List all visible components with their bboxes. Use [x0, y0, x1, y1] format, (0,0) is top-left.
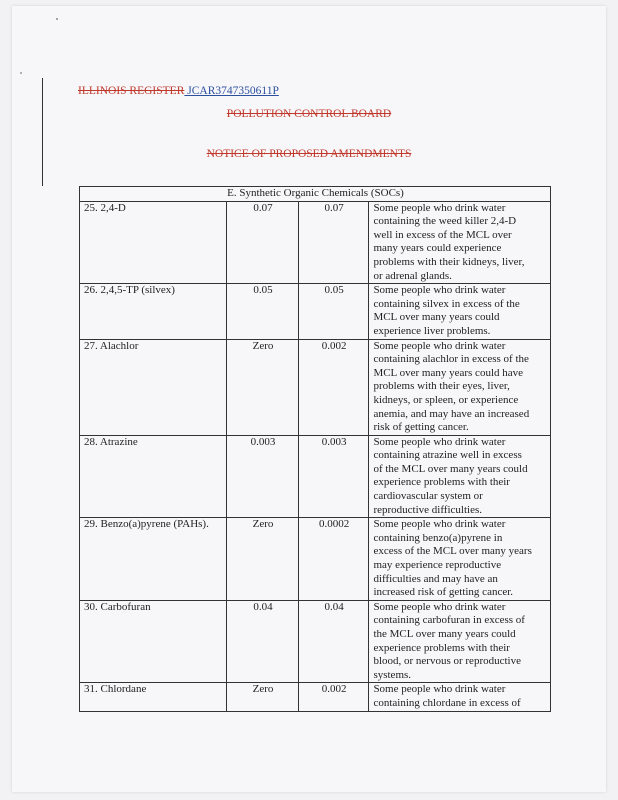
health-effects-line: MCL over many years could — [373, 311, 500, 324]
health-effects-line: problems with their eyes, liver, — [373, 380, 510, 393]
health-effects-line: MCL over many years could have — [373, 366, 524, 379]
health-effects-line: containing chlordane in excess of — [373, 696, 521, 709]
health-effects-line: containing silvex in excess of the — [373, 297, 520, 310]
scan-speck — [20, 72, 22, 74]
contaminant-cell: 25. 2,4-D — [80, 201, 227, 284]
mclg-cell: Zero — [227, 683, 299, 711]
mcl-cell: 0.003 — [298, 435, 369, 518]
health-effects-line: containing the weed killer 2,4-D — [373, 215, 517, 228]
contaminant-cell: 26. 2,4,5-TP (silvex) — [80, 284, 227, 339]
health-effects-line: blood, or nervous or reproductive — [373, 655, 521, 668]
health-effects-cell — [369, 600, 551, 683]
health-effects-line: of the MCL over many years could — [373, 462, 528, 475]
health-effects-line: many years could experience — [373, 242, 502, 255]
mcl-cell: 0.04 — [298, 600, 369, 683]
mcl-cell: 0.05 — [298, 284, 369, 339]
health-effects-line: increased risk of getting cancer. — [373, 586, 514, 599]
contaminant-cell: 31. Chlordane — [80, 683, 227, 711]
table-row — [80, 435, 551, 518]
mcl-cell: 0.0002 — [298, 518, 369, 601]
table-title-row — [80, 187, 551, 202]
health-effects-line: well in excess of the MCL over — [373, 228, 512, 241]
mclg-cell: Zero — [227, 339, 299, 435]
health-effects-line: containing alachlor in excess of the — [373, 353, 529, 366]
health-effects-cell — [369, 518, 551, 601]
table-row — [80, 284, 551, 339]
contaminant-cell: 29. Benzo(a)pyrene (PAHs). — [80, 518, 227, 601]
health-effects-line: kidneys, or spleen, or experience — [373, 393, 519, 406]
notice-header: NOTICE OF PROPOSED AMENDMENTS — [206, 148, 412, 160]
health-effects-line: may experience reproductive — [373, 559, 502, 572]
health-effects-line: excess of the MCL over many years — [373, 545, 532, 558]
health-effects-line: or adrenal glands. — [373, 269, 452, 282]
mclg-cell: 0.003 — [227, 435, 299, 518]
health-effects-line: Some people who drink water — [373, 683, 506, 696]
health-effects-line: anemia, and may have an increased — [373, 407, 530, 420]
section-title: E. Synthetic Organic Chemicals (SOCs) — [80, 187, 551, 202]
health-effects-line: experience liver problems. — [373, 324, 491, 337]
mclg-cell: 0.07 — [227, 201, 299, 284]
document-page — [12, 6, 606, 792]
register-struck-text: ILLINOIS REGISTER — [78, 85, 185, 97]
health-effects-line: reproductive difficulties. — [373, 503, 482, 516]
health-effects-line: experience problems with their — [373, 476, 510, 489]
health-effects-line: containing carbofuran in excess of — [373, 614, 525, 627]
health-effects-line: Some people who drink water — [373, 435, 506, 448]
health-effects-cell — [369, 201, 551, 284]
health-effects-line: containing benzo(a)pyrene in — [373, 531, 503, 544]
health-effects-line: problems with their kidneys, liver, — [373, 255, 525, 268]
mclg-cell: Zero — [227, 518, 299, 601]
health-effects-line: the MCL over many years could — [373, 628, 516, 640]
health-effects-line: Some people who drink water — [373, 339, 506, 352]
health-effects-line: Some people who drink water — [373, 600, 506, 613]
health-effects-cell — [369, 435, 551, 518]
health-effects-cell — [369, 339, 551, 435]
register-header — [78, 84, 279, 98]
mcl-cell: 0.07 — [298, 201, 369, 284]
mclg-cell: 0.05 — [227, 284, 299, 339]
scan-speck — [56, 18, 58, 20]
mcl-cell: 0.002 — [298, 683, 369, 711]
mclg-cell: 0.04 — [227, 600, 299, 683]
health-effects-cell — [369, 683, 551, 711]
mcl-cell: 0.002 — [298, 339, 369, 435]
register-inserted-text: JCAR3747350611P — [184, 85, 279, 97]
soc-table — [79, 186, 551, 712]
health-effects-line: containing atrazine well in excess — [373, 449, 522, 462]
board-header: POLLUTION CONTROL BOARD — [226, 108, 392, 120]
health-effects-line: Some people who drink water — [373, 284, 506, 297]
health-effects-cell — [369, 284, 551, 339]
revision-margin-bar — [42, 78, 43, 186]
health-effects-line: cardiovascular system or — [373, 490, 483, 503]
contaminant-cell: 28. Atrazine — [80, 435, 227, 518]
health-effects-line: difficulties and may have an — [373, 572, 498, 585]
table-row — [80, 683, 551, 711]
table-row — [80, 600, 551, 683]
table-row — [80, 201, 551, 284]
health-effects-line: systems. — [373, 668, 412, 681]
contaminant-cell: 27. Alachlor — [80, 339, 227, 435]
table-row — [80, 339, 551, 435]
health-effects-line: risk of getting cancer. — [373, 421, 469, 434]
health-effects-line: Some people who drink water — [373, 201, 506, 214]
contaminant-cell: 30. Carbofuran — [80, 600, 227, 683]
table-row — [80, 518, 551, 601]
health-effects-line: experience problems with their — [373, 641, 510, 654]
health-effects-line: Some people who drink water — [373, 518, 506, 531]
